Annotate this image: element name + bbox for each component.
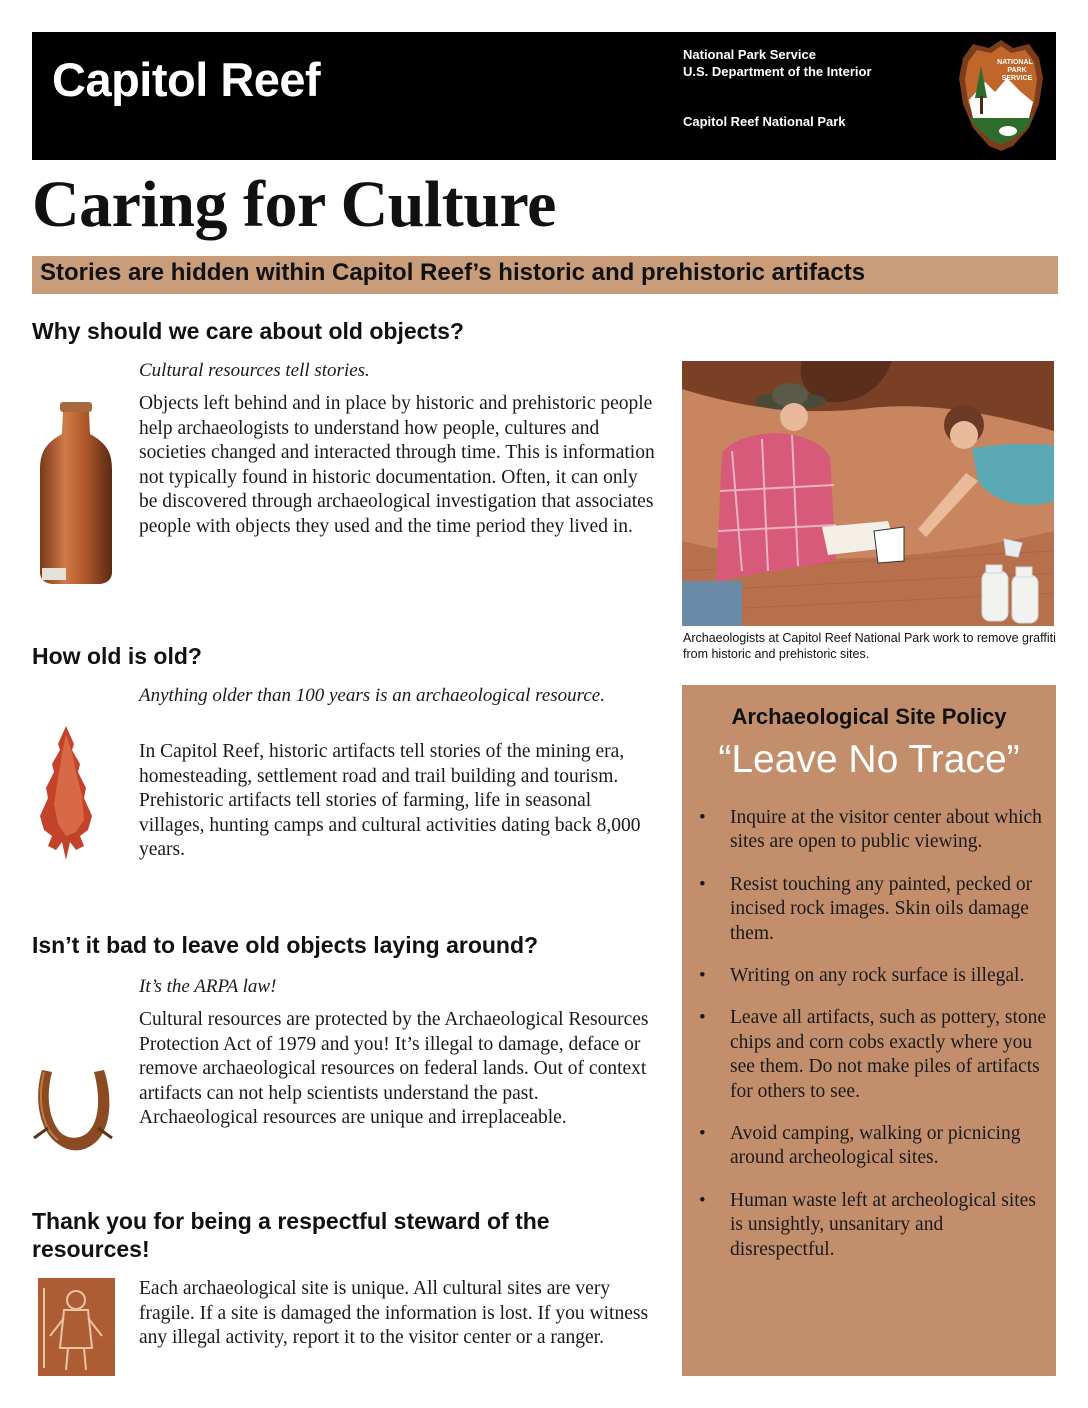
section-lead-how-old: Anything older than 100 years is an archaeological resource. [139,685,605,706]
glass-bottle-image [36,400,116,586]
logo-text-3: SERVICE [1001,75,1033,82]
arrowhead-image [36,724,96,862]
agency-line-2: U.S. Department of the Interior [683,64,872,79]
petroglyph-image [38,1278,115,1376]
policy-list [697,806,1047,1280]
nps-arrowhead-logo [955,38,1047,153]
section-lead-why: Cultural resources tell stories. [139,360,370,381]
policy-item: • Leave all artifacts, such as pottery, stone chips and corn cobs exactly where you see them. Do not make piles of artifacts for others to see. [697,1006,1047,1104]
policy-item: • Inquire at the visitor center about which sites are open to public viewing. [697,806,1047,855]
logo-text-2: PARK [1007,67,1027,74]
photo-caption: Archaeologists at Capitol Reef National Park work to remove graffiti from historic and prehistoric sites. [683,631,1056,661]
section-body-laying-around: Cultural resources are protected by the Archaeological Resources Protection Act of 1979 and you! It’s illegal to damage, deface or remove archaeological resources on federal lands. Out of context artifacts can not help scientists understand the past. Archaeological resources are unique and irreplaceable. [139,1009,649,1128]
section-heading-laying-around: Isn’t it bad to leave old objects laying around? [32,932,539,958]
logo-text-1: NATIONAL [997,59,1033,66]
section-body-thank-you: Each archaeological site is unique. All cultural sites are very fragile. If a site is damaged the information is lost. If you witness any illegal activity, report it to the visitor center or a ranger. [139,1278,649,1348]
policy-item: • Resist touching any painted, pecked or incised rock images. Skin oils damage them. [697,873,1047,946]
page-title: Caring for Culture [32,168,556,241]
archaeologists-photo [682,361,1054,626]
policy-title: Archaeological Site Policy [731,704,1007,729]
park-name: Capitol Reef [52,53,321,106]
agency-line-1: National Park Service [683,47,816,62]
policy-item: • Human waste left at archeological sites is unsightly, unsanitary and disrespectful. [697,1189,1047,1262]
policy-motto: “Leave No Trace” [718,738,1020,781]
section-heading-how-old: How old is old? [32,643,202,669]
policy-item: • Avoid camping, walking or picnicing around archeological sites. [697,1122,1047,1171]
agency-block [683,46,872,80]
horseshoe-image [32,1066,114,1156]
subtitle: Stories are hidden within Capitol Reef’s historic and prehistoric artifacts [40,259,866,286]
section-body-why: Objects left behind and in place by historic and prehistoric people help archaeologists to understand how people, cultures and societies changed and interacted through time. This is information not typically found in historic documentation. Often, it can only be discovered through archaeological investigation that associates people with objects they used and the time period they lived in. [139,393,655,537]
unit-name: Capitol Reef National Park [683,114,846,129]
policy-item: • Writing on any rock surface is illegal. [697,964,1047,988]
section-body-how-old: In Capitol Reef, historic artifacts tell stories of the mining era, homesteading, settlement road and trail building and tourism. Prehistoric artifacts tell stories of farming, life in seasonal villages, hunting camps and cultural activities dating back 8,000 years. [139,741,641,860]
section-heading-why: Why should we care about old objects? [32,318,464,344]
section-heading-thank-you: Thank you for being a respectful steward of the resources! [32,1208,550,1262]
section-lead-laying-around: It’s the ARPA law! [139,976,277,997]
